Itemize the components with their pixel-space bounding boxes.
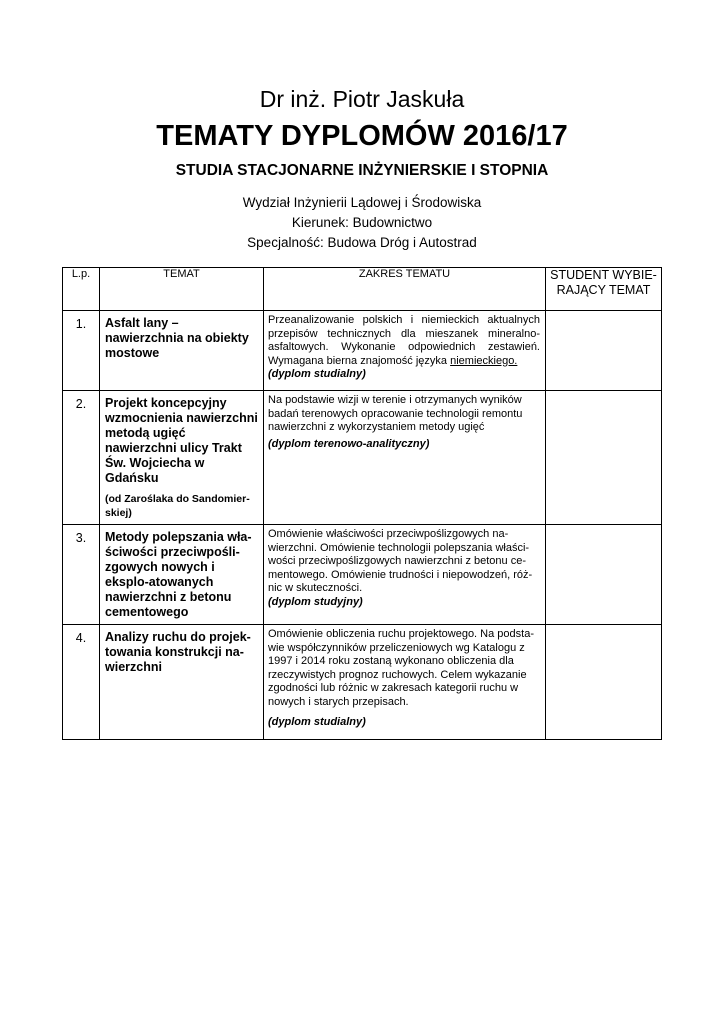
header-lp: L.p. — [63, 268, 100, 311]
scope-text: Na podstawie wizji w terenie i otrzymanych wyników badań terenowych opracowanie technologii remontu nawierzchni z wykorzystaniem metody ugięć — [268, 394, 523, 433]
header-student — [546, 268, 662, 311]
row-scope — [264, 625, 546, 740]
table-row — [63, 525, 662, 625]
row-topic — [100, 391, 264, 525]
scope-text: Przeanalizowanie polskich i niemieckich aktualnych przepisów technicznych dla mieszanek mineralno-asfaltowych. Wykonanie odpowiednich zestawień. Wymagana bierna znajomość języka — [268, 314, 540, 367]
topic-title: Projekt koncepcyjny wzmocnienia nawierzchni metodą ugięć nawierzchni ulicy Trakt Św. Wojciecha w Gdańsku — [105, 396, 258, 485]
document-subtitle: STUDIA STACJONARNE INŻYNIERSKIE I STOPNIA — [175, 162, 549, 179]
document-title: TEMATY DYPLOMÓW 2016/17 — [156, 120, 568, 152]
row-topic: Metody polepszania wła-ściwości przeciwpośli-zgowych nowych i eksplo-atowanych nawierzchni z betonu cementowego — [100, 525, 264, 625]
table-row — [63, 391, 662, 525]
scope-underlined-text: niemieckiego. — [450, 354, 518, 367]
faculty-line: Wydział Inżynierii Lądowej i Środowiska — [242, 195, 482, 210]
diploma-type: (dyplom studialny) — [268, 716, 366, 728]
header-student-line1: STUDENT WYBIE- — [550, 268, 657, 282]
row-number: 3. — [63, 525, 100, 625]
row-student — [546, 311, 662, 391]
row-topic: Asfalt lany – nawierzchnia na obiekty mostowe — [100, 311, 264, 391]
scope-text: Omówienie obliczenia ruchu projektowego. Na podsta-wie współczynników przeliczeniowych wg Katalogu z 1997 i 2014 roku zostaną wykonano obliczenia dla rzeczywistych prognoz ruchowych. Celem wykazanie zgodności lub różnic w zakresach kategorii ruchu w nowych i starych przepisach. — [268, 628, 534, 708]
header-scope: ZAKRES TEMATU — [264, 268, 546, 311]
table-row — [63, 625, 662, 740]
row-scope — [264, 391, 546, 525]
direction-line: Kierunek: Budownictwo — [291, 215, 433, 230]
header-student-line2: RAJĄCY TEMAT — [556, 283, 651, 297]
row-scope — [264, 311, 546, 391]
diploma-type: (dyplom terenowo-analityczny) — [268, 437, 430, 450]
diploma-type: (dyplom studyjny) — [268, 595, 363, 608]
author-name: Dr inż. Piotr Jaskuła — [259, 86, 465, 112]
topic-subtitle: (od Zaroślaka do Sandomier-skiej) — [105, 493, 250, 519]
row-topic: Analizy ruchu do projek-towania konstrukcji na-wierzchni — [100, 625, 264, 740]
header-topic: TEMAT — [100, 268, 264, 311]
row-student — [546, 391, 662, 525]
row-student — [546, 525, 662, 625]
row-number: 1. — [63, 311, 100, 391]
topics-table — [62, 267, 662, 740]
row-scope — [264, 525, 546, 625]
row-number: 2. — [63, 391, 100, 525]
diploma-type: (dyplom studialny) — [268, 368, 366, 380]
row-student — [546, 625, 662, 740]
table-row — [63, 311, 662, 391]
row-number: 4. — [63, 625, 100, 740]
scope-text: Omówienie właściwości przeciwpoślizgowych na-wierzchni. Omówienie technologii polepszania właści-wości przeciwpoślizgowych nawierzchni z betonu ce-mentowego. Omówienie trudności i niepowodzeń, róż-nic w skuteczności. — [268, 528, 533, 594]
specialty-line: Specjalność: Budowa Dróg i Autostrad — [247, 235, 477, 250]
table-header-row — [63, 268, 662, 311]
